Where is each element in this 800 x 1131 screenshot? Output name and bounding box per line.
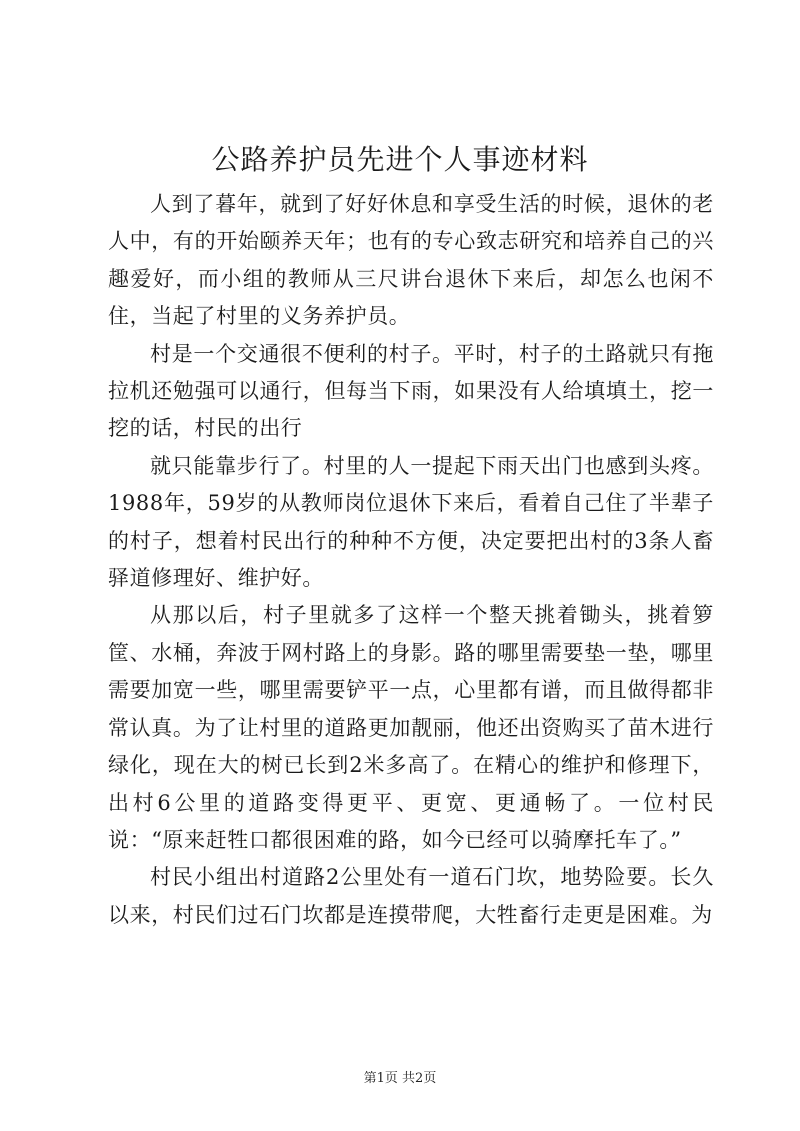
page-footer: 第1页 共2页: [363, 1071, 437, 1086]
paragraph: 就只能靠步行了。村里的人一提起下雨天出门也感到头疼。1988年，59岁的从教师岗位退休下来后，看着自己住了半辈子的村子，想着村民出行的种种不方便，决定要把出村的3条人畜驿道修理好、维护好。: [108, 453, 714, 591]
paragraph: 从那以后，村子里就多了这样一个整天挑着锄头，挑着箩筐、水桶，奔波于网村路上的身影。路的哪里需要垫一垫，哪里需要加宽一些，哪里需要铲平一点，心里都有谱，而且做得都非常认真。为了让村里的道路更加靓丽，他还出资购买了苗木进行绿化，现在大的树已长到2米多高了。在精心的维护和修理下，出村6公里的道路变得更平、更宽、更通畅了。一位村民说：“原来赶牲口都很困难的路，如今已经可以骑摩托车了。”: [108, 603, 714, 852]
paragraph: 人到了暮年，就到了好好休息和享受生活的时候，退休的老人中，有的开始颐养天年；也有的专心致志研究和培养自己的兴趣爱好，而小组的教师从三尺讲台退休下来后，却怎么也闲不住，当起了村里的义务养护员。: [108, 192, 714, 329]
document-title: 公路养护员先进个人事迹材料: [211, 143, 589, 176]
paragraph: 村民小组出村道路2公里处有一道石门坎，地势险要。长久以来，村民们过石门坎都是连摸带爬，大牲畜行走更是困难。为: [108, 865, 714, 927]
paragraph: 村是一个交通很不便利的村子。平时，村子的土路就只有拖拉机还勉强可以通行，但每当下雨，如果没有人给填填土，挖一挖的话，村民的出行: [108, 341, 714, 441]
document-body: [108, 186, 714, 934]
